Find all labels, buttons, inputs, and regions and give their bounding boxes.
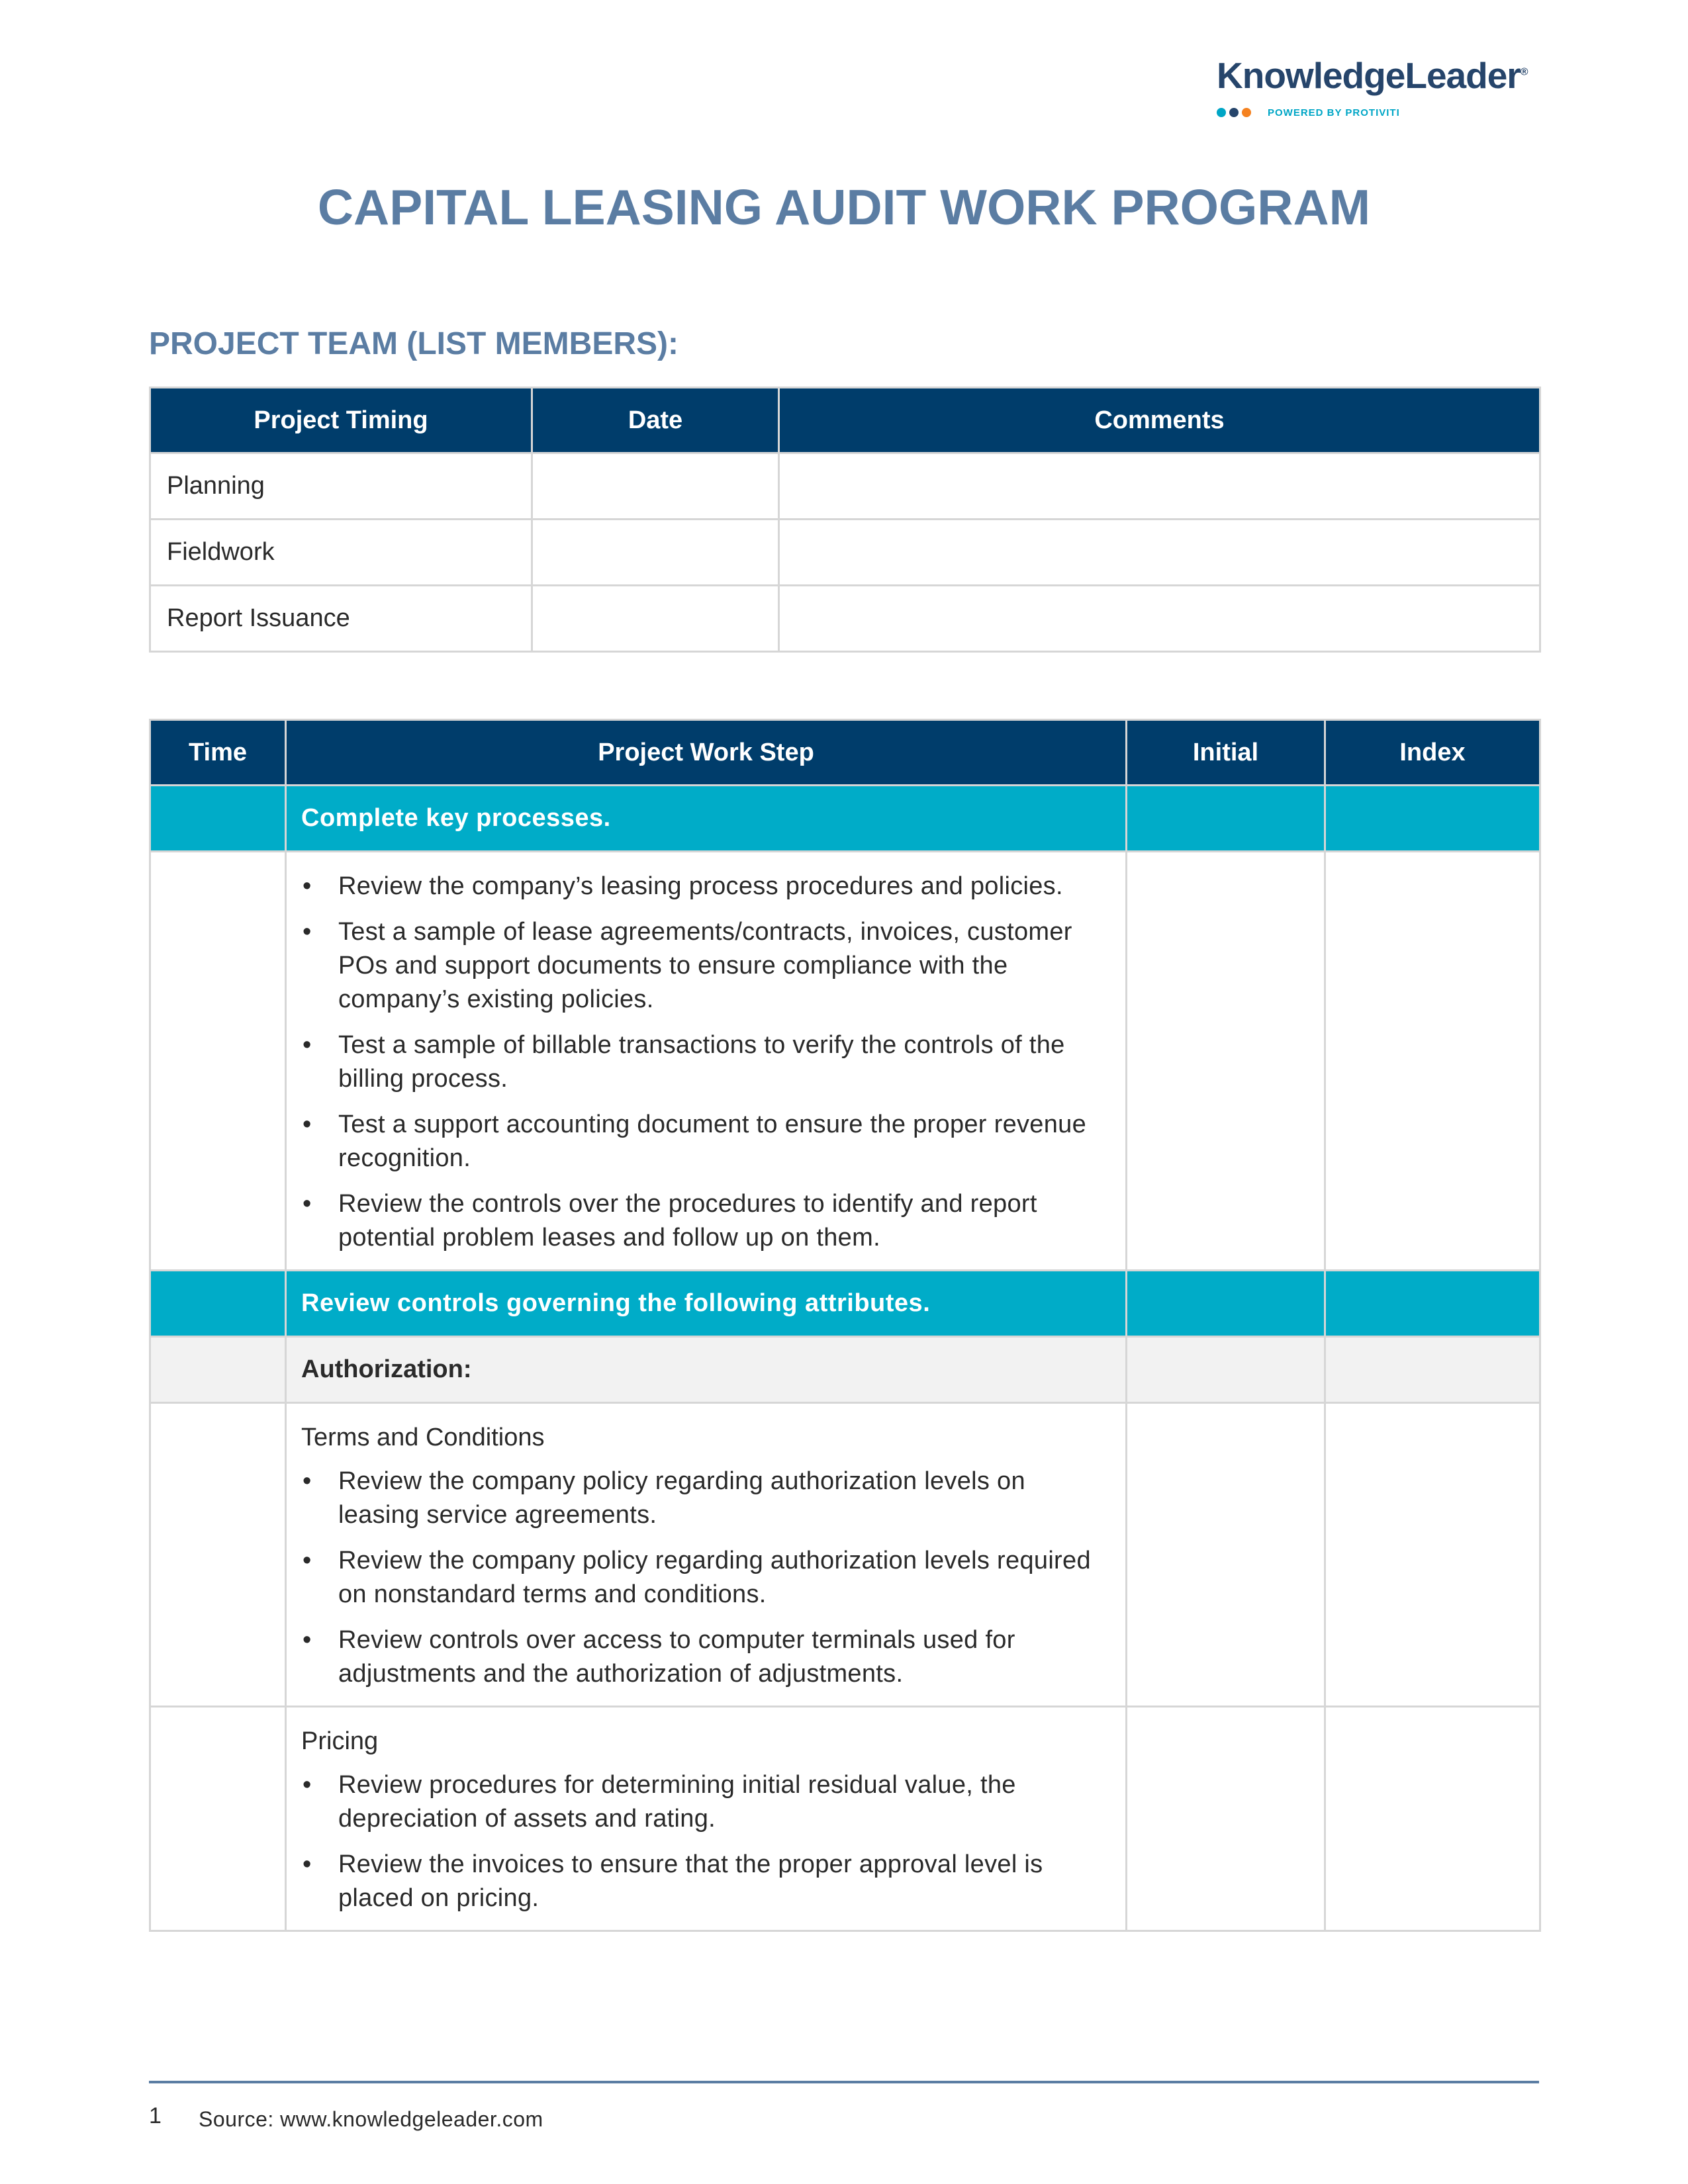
subsection-title: Authorization:: [286, 1337, 1127, 1403]
step-text: Review the company policy regarding authorization levels on leasing service agreements.: [338, 1467, 1025, 1529]
header-project-work-step: Project Work Step: [286, 720, 1127, 786]
header-index: Index: [1325, 720, 1540, 786]
index-cell[interactable]: [1325, 1403, 1540, 1707]
header-initial: Initial: [1127, 720, 1325, 786]
project-team-heading: PROJECT TEAM (LIST MEMBERS):: [149, 326, 679, 361]
header-time: Time: [150, 720, 286, 786]
initial-cell[interactable]: [1127, 1707, 1325, 1931]
source-link[interactable]: Source: www.knowledgeleader.com: [199, 2107, 543, 2131]
timing-date-cell[interactable]: [532, 453, 779, 520]
step-group-heading: Pricing: [301, 1727, 379, 1755]
list-item: • Review procedures for determining initial residual value, the depreciation of assets and rating.: [303, 1771, 1016, 1833]
logo-wordmark: [1217, 54, 1541, 97]
header-date: Date: [532, 388, 779, 453]
logo-tagline-row: [1217, 105, 1400, 120]
logo-dot-icon: [1217, 108, 1226, 117]
logo-dot-icon: [1242, 108, 1251, 117]
table-header-row: [150, 388, 1540, 453]
step-group-heading: Terms and Conditions: [301, 1424, 545, 1451]
initial-cell[interactable]: [1127, 786, 1325, 852]
table-header-row: [150, 720, 1540, 786]
logo-tagline: POWERED BY PROTIVITI: [1268, 107, 1400, 118]
step-text: Review procedures for determining initial residual value, the depreciation of assets and rating.: [338, 1771, 1016, 1833]
section-band-row: [150, 1271, 1540, 1337]
list-item: • Review the company policy regarding authorization levels required on nonstandard terms and conditions.: [303, 1547, 1091, 1608]
work-step-cell: [286, 1707, 1127, 1931]
work-step-list: [301, 1768, 1105, 1915]
step-text: Review the company policy regarding authorization levels required on nonstandard terms and conditions.: [338, 1547, 1091, 1608]
list-item: • Test a sample of lease agreements/contracts, invoices, customer POs and support documents to ensure compliance with the company’s existing policies.: [303, 918, 1072, 1013]
step-text: Review the controls over the procedures to identify and report potential problem leases and follow up on them.: [338, 1190, 1037, 1251]
list-item: • Review the invoices to ensure that the proper approval level is placed on pricing.: [303, 1850, 1043, 1912]
work-step-list: [301, 1465, 1105, 1691]
timing-phase: Report Issuance: [150, 586, 532, 652]
time-cell[interactable]: [150, 1337, 286, 1403]
time-cell[interactable]: [150, 786, 286, 852]
time-cell[interactable]: [150, 1403, 286, 1707]
work-step-list: [301, 870, 1105, 1255]
step-text: Test a sample of billable transactions to verify the controls of the billing process.: [338, 1031, 1065, 1093]
work-step-cell: [286, 852, 1127, 1271]
knowledgeleader-logo: [1217, 54, 1541, 127]
list-item: • Test a sample of billable transactions to verify the controls of the billing process.: [303, 1031, 1065, 1093]
list-item: • Test a support accounting document to ensure the proper revenue recognition.: [303, 1111, 1087, 1172]
index-cell[interactable]: [1325, 1337, 1540, 1403]
step-text: Review the company’s leasing process procedures and policies.: [338, 872, 1063, 900]
list-item: • Review the company’s leasing process procedures and policies.: [303, 872, 1063, 900]
initial-cell[interactable]: [1127, 1403, 1325, 1707]
header-project-timing: Project Timing: [150, 388, 532, 453]
page-number: 1: [149, 2103, 162, 2128]
footer-divider: [149, 2081, 1539, 2083]
timing-date-cell[interactable]: [532, 586, 779, 652]
subsection-row: [150, 1337, 1540, 1403]
table-row: [150, 520, 1540, 586]
index-cell[interactable]: [1325, 1271, 1540, 1337]
time-cell[interactable]: [150, 1707, 286, 1931]
step-text: Test a support accounting document to ensure the proper revenue recognition.: [338, 1111, 1087, 1172]
initial-cell[interactable]: [1127, 1337, 1325, 1403]
logo-name: KnowledgeLeader: [1217, 55, 1521, 96]
table-row: [150, 852, 1540, 1271]
table-row: [150, 1403, 1540, 1707]
timing-phase: Fieldwork: [150, 520, 532, 586]
timing-comments-cell[interactable]: [779, 586, 1540, 652]
step-text: Review controls over access to computer terminals used for adjustments and the authorization of adjustments.: [338, 1626, 1015, 1688]
index-cell[interactable]: [1325, 786, 1540, 852]
table-row: [150, 586, 1540, 652]
timing-comments-cell[interactable]: [779, 453, 1540, 520]
work-step-cell: [286, 1403, 1127, 1707]
list-item: • Review the controls over the procedures to identify and report potential problem leases and follow up on them.: [303, 1190, 1037, 1251]
list-item: • Review the company policy regarding authorization levels on leasing service agreements.: [303, 1467, 1025, 1529]
step-text: Review the invoices to ensure that the proper approval level is placed on pricing.: [338, 1850, 1043, 1912]
document-title: CAPITAL LEASING AUDIT WORK PROGRAM: [317, 179, 1371, 235]
time-cell[interactable]: [150, 1271, 286, 1337]
timing-date-cell[interactable]: [532, 520, 779, 586]
initial-cell[interactable]: [1127, 1271, 1325, 1337]
timing-phase: Planning: [150, 453, 532, 520]
timing-comments-cell[interactable]: [779, 520, 1540, 586]
index-cell[interactable]: [1325, 852, 1540, 1271]
header-comments: Comments: [779, 388, 1540, 453]
table-row: [150, 1707, 1540, 1931]
time-cell[interactable]: [150, 852, 286, 1271]
section-band-title: Review controls governing the following attributes.: [286, 1271, 1127, 1337]
index-cell[interactable]: [1325, 1707, 1540, 1931]
work-program-table: [149, 719, 1541, 1932]
table-row: [150, 453, 1540, 520]
step-text: Test a sample of lease agreements/contracts, invoices, customer POs and support documents to ensure compliance with the company’s existing policies.: [338, 918, 1072, 1013]
list-item: • Review controls over access to computer terminals used for adjustments and the authorization of adjustments.: [303, 1626, 1015, 1688]
project-timing-table: [149, 387, 1541, 653]
logo-dot-icon: [1229, 108, 1239, 117]
initial-cell[interactable]: [1127, 852, 1325, 1271]
logo-trademark: ®: [1520, 66, 1528, 78]
section-band-row: [150, 786, 1540, 852]
section-band-title: Complete key processes.: [286, 786, 1127, 852]
